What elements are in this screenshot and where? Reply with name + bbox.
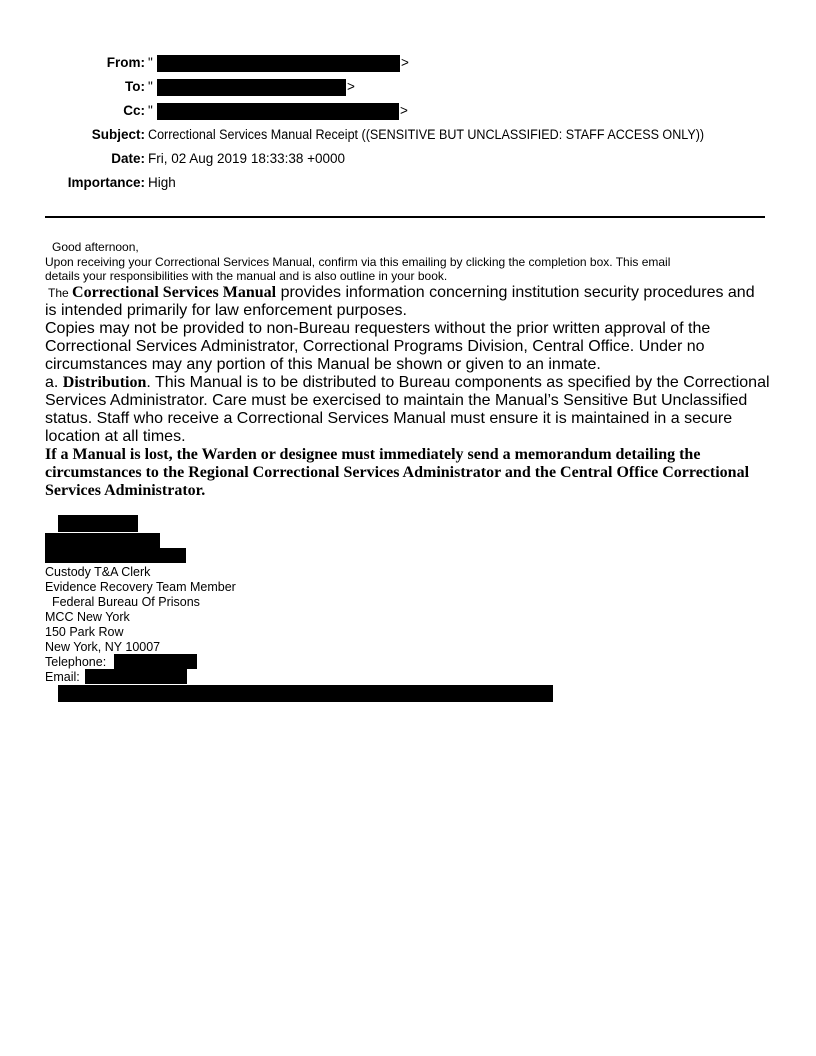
text: The: [48, 286, 73, 300]
redaction: [58, 515, 138, 532]
importance-label: Importance:: [67, 175, 145, 190]
date-label: Date:: [111, 151, 145, 166]
header-divider: [45, 216, 765, 218]
body-text: location at all times.: [45, 428, 186, 445]
distribution-heading: Distribution: [62, 374, 147, 391]
date-value: Fri, 02 Aug 2019 18:33:38 +0000: [148, 151, 346, 166]
cc-suffix: >: [400, 103, 408, 118]
body-text: [48, 284, 755, 302]
redaction: [58, 685, 553, 702]
quote: ": [148, 55, 153, 70]
text: . This Manual is to be distributed to Bureau components as specified by the Correctional: [146, 374, 770, 391]
signature-org: Federal Bureau Of Prisons: [45, 595, 200, 609]
redaction: [157, 79, 346, 96]
signature-street: 150 Park Row: [45, 625, 124, 639]
email-label: Email:: [45, 670, 80, 684]
from-suffix: >: [401, 55, 409, 70]
body-text-bold: circumstances to the Regional Correctional Services Administrator and the Central Office Correctional: [45, 464, 750, 481]
signature-city: New York, NY 10007: [45, 640, 161, 654]
redaction: [157, 55, 400, 72]
body-text: Correctional Services Administrator, Correctional Programs Division, Central Office. Under no: [45, 338, 705, 355]
signature-facility: MCC New York: [45, 610, 130, 624]
signature-title: Evidence Recovery Team Member: [45, 580, 236, 594]
cc-label: Cc:: [123, 103, 145, 118]
redaction: [85, 669, 187, 684]
redaction: [45, 533, 160, 548]
subject-label: Subject:: [91, 127, 145, 142]
body-text: details your responsibilities with the manual and is also outline in your book.: [45, 269, 448, 283]
importance-value: High: [148, 175, 176, 190]
redaction: [114, 654, 197, 669]
to-suffix: >: [347, 79, 355, 94]
body-text-bold: If a Manual is lost, the Warden or designee must immediately send a memorandum detailing the: [45, 446, 701, 463]
greeting: Good afternoon,: [52, 240, 139, 254]
body-text: status. Staff who receive a Correctional Services Manual must ensure it is maintained in a secure: [45, 410, 733, 427]
body-text: Copies may not be provided to non-Bureau requesters without the prior written approval of the: [45, 320, 711, 337]
from-value: [148, 55, 153, 70]
telephone-label: Telephone:: [45, 655, 107, 669]
body-text: [45, 374, 770, 392]
text: a.: [45, 374, 63, 391]
from-label: From:: [106, 55, 145, 70]
cc-value: ": [148, 103, 153, 118]
body-text: Upon receiving your Correctional Services Manual, confirm via this emailing by clicking the completion box. This email: [45, 255, 671, 269]
to-value: ": [148, 79, 153, 94]
text: provides information concerning institution security procedures and: [276, 284, 755, 301]
body-text: Services Administrator. Care must be exercised to maintain the Manual’s Sensitive But Unclassified: [45, 392, 748, 409]
redaction: [157, 103, 399, 120]
manual-title: Correctional Services Manual: [72, 284, 277, 301]
body-text-bold: Services Administrator.: [45, 482, 206, 499]
signature-title: Custody T&A Clerk: [45, 565, 151, 579]
body-text: is intended primarily for law enforcement purposes.: [45, 302, 407, 319]
redaction: [45, 548, 186, 563]
to-label: To:: [125, 79, 145, 94]
subject-value: Correctional Services Manual Receipt ((SENSITIVE BUT UNCLASSIFIED: STAFF ACCESS ONLY)): [148, 127, 705, 142]
body-text: circumstances may any portion of this Manual be shown or given to an inmate.: [45, 356, 601, 373]
